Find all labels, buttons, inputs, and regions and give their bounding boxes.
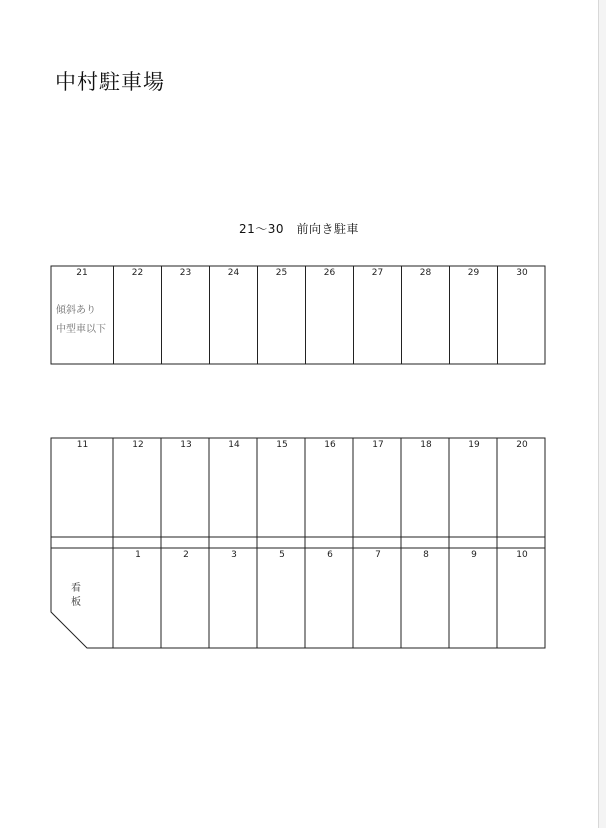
space-number: 3 [231, 550, 237, 560]
space-number: 1 [135, 550, 141, 560]
space-number: 12 [132, 440, 144, 450]
space-number: 14 [228, 440, 240, 450]
bottom-row-spaces [51, 548, 546, 648]
parking-space-29 [450, 266, 498, 364]
parking-space-16 [306, 438, 354, 537]
page-edge [598, 0, 606, 828]
space-number: 17 [372, 440, 384, 450]
parking-space-13 [162, 438, 210, 537]
space-number: 16 [324, 440, 336, 450]
parking-space-24 [210, 266, 258, 364]
space-number: 9 [471, 550, 477, 560]
space-number: 25 [275, 268, 288, 278]
space-number: 29 [467, 268, 480, 278]
space-number: 5 [279, 550, 285, 560]
parking-space-23 [162, 266, 210, 364]
parking-space-10 [498, 548, 546, 648]
space-number: 8 [423, 550, 429, 560]
signboard-label-1: 看 [71, 583, 81, 594]
space-number: 20 [516, 440, 528, 450]
space-number: 19 [468, 440, 480, 450]
parking-space-21 [51, 266, 114, 364]
parking-space-18 [402, 438, 450, 537]
space-number: 30 [516, 268, 528, 278]
middle-row-spaces [51, 438, 546, 537]
parking-space-22 [114, 266, 162, 364]
space-number: 24 [227, 268, 240, 278]
signboard-label-2: 板 [71, 597, 81, 608]
parking-space-1 [114, 548, 162, 648]
parking-space-20 [498, 438, 546, 537]
top-row-spaces [51, 266, 546, 364]
parking-space-19 [450, 438, 498, 537]
space-number: 27 [371, 268, 384, 278]
parking-space-2 [162, 548, 210, 648]
document-title: 中村駐車場 [55, 70, 165, 94]
space-number: 28 [419, 268, 432, 278]
space-number: 21 [76, 268, 88, 278]
parking-space-26 [306, 266, 354, 364]
parking-space-5 [258, 548, 306, 648]
space-number: 18 [420, 440, 432, 450]
parking-space-6 [306, 548, 354, 648]
slope-note: 傾斜あり [56, 305, 96, 316]
parking-space-28 [402, 266, 450, 364]
space-number: 22 [131, 268, 144, 278]
parking-space-17 [354, 438, 402, 537]
space-number: 23 [179, 268, 192, 278]
space-number: 26 [323, 268, 336, 278]
space-number: 6 [327, 550, 333, 560]
space-number: 10 [516, 550, 528, 560]
section-heading: 21～30 前向き駐車 [238, 222, 360, 236]
space-number: 11 [76, 440, 89, 450]
parking-space-30 [498, 266, 546, 364]
vehicle-size-note: 中型車以下 [56, 324, 106, 335]
parking-space-14 [210, 438, 258, 537]
parking-space-11 [51, 438, 114, 537]
parking-space-25 [258, 266, 306, 364]
parking-space-15 [258, 438, 306, 537]
parking-space-27 [354, 266, 402, 364]
parking-space-12 [114, 438, 162, 537]
parking-space-8 [402, 548, 450, 648]
signboard-area [51, 548, 114, 648]
parking-space-3 [210, 548, 258, 648]
parking-space-9 [450, 548, 498, 648]
space-number: 2 [183, 550, 189, 560]
space-number: 15 [276, 440, 288, 450]
space-number: 7 [375, 550, 381, 560]
parking-space-7 [354, 548, 402, 648]
space-number: 13 [180, 440, 192, 450]
